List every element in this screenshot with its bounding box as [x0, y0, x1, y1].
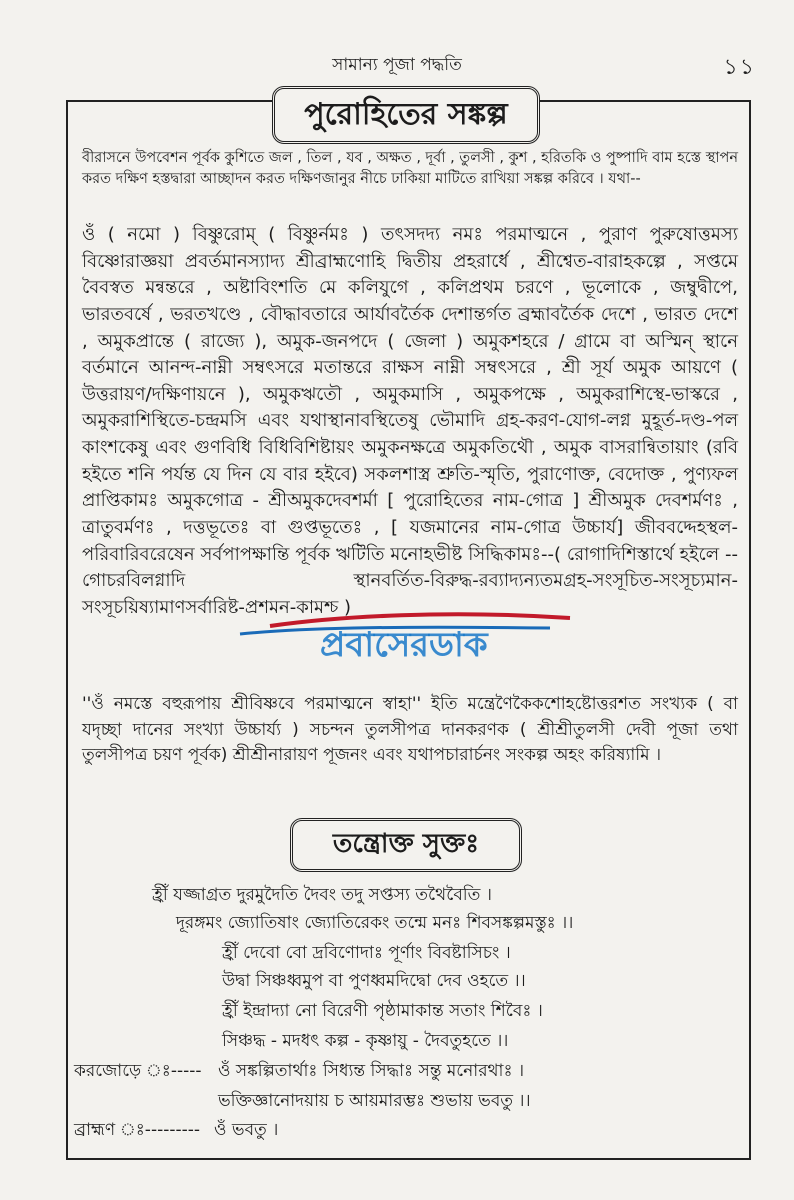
hymn-line: ওঁ ভবতু । [214, 1120, 279, 1140]
hymn-line: সিঞ্চদ্ধ - মদধৎ কল্প - কৃষ্ণায়ু - দৈবতুহতে ।। [222, 1031, 509, 1051]
hymn-line: হ্রীঁ দেবো বো দ্রবিণোদাঃ পূর্ণাং বিবষ্টাসিচং । [222, 943, 511, 963]
page-number: ১১ [723, 55, 756, 80]
label-karajode: করজোড়ে ঃ----- [74, 1061, 202, 1081]
section-title-2: তন্ত্রোক্ত সুক্তঃ [332, 829, 480, 859]
section-title: পুরোহিতের সঙ্কল্প [304, 96, 508, 132]
section-title-box-2 [290, 818, 522, 872]
watermark-logo [120, 598, 580, 678]
hymn-line: হ্রীঁ ইন্দ্রাদ্যা নো বিরেণী পৃষ্ঠামাকান্ত সতাং শিবৈঃ । [222, 1001, 543, 1021]
sankalpa-mantra: ওঁ ( নমো ) বিষ্ণুরোম্ ( বিষ্ণুর্নমঃ ) তৎসদদ্য নমঃ পরমাত্মনে , পুরাণ পুরুষোত্তমস্য বিষ্ণোরাজ্ঞয়া প্রবর্তমানস্যাদ্য শ্রীব্রাহ্মণোহি দ্বিতীয় প্রহরার্ধে , শ্রীশ্বেত-বারাহকল্পে , সপ্তমে বৈবস্বত মন্বন্তরে , অষ্টাবিংশতি মে কলিযুগে , কলিপ্রথম চরণে , ভূলোকে , জম্বুদ্বীপে, ভারতবর্ষে , ভরতখণ্ডে , বৌদ্ধাবতারে আর্যাবর্তৈক দেশান্তর্গত ব্রহ্মাবর্তৈক দেশে , ভারত দেশে , অমুকপ্রান্তে ( রাজ্যে ), অমুক-জনপদে ( জেলা ) অমুকশহরে / গ্রামে বা অস্মিন্ স্থানে বর্তমানে আনন্দ-নাম্নী সম্বৎসরে মতান্তরে রাক্ষস নাম্নী সম্বৎসরে , শ্রী সূর্য অমুক আয়ণে ( উত্তরায়ণ/দক্ষিণায়নে ), অমুকঋতৌ , অমুকমাসি , অমুকপক্ষে , অমুকরাশিস্থে-ভাস্করে , অমুকরাশিস্থিতে-চন্দ্রমসি এবং যথাস্থানাবস্থিতেষু ভৌমাদি গ্রহ-করণ-যোগ-লগ্ন মুহূর্ত-দণ্ড-পল কাংশকেষু এবং গুণবিধি বিধিবিশিষ্টায়ং অমুকনক্ষত্রে অমুকতিথৌ , অমুক বাসরান্বিতায়াং (রবি হইতে শনি পর্যন্ত যে দিন যে বার হইবে) সকলশাস্ত্র শ্রুতি-স্মৃতি, পুরাণোক্ত, বেদোক্ত , পুণ্যফল প্রাপ্তিকামঃ অমুকগোত্র - শ্রীঅমুকদেবশর্মা [ পুরোহিতের নাম-গোত্র ] শ্রীঅমুক দেবশর্মণঃ , ত্রাতুবর্মণঃ , দত্তভূতেঃ বা গুপ্তভূতেঃ , [ যজমানের নাম-গোত্র উচ্চার্য] জীববদ্দেহস্থল-পরিবারিবরেষেন সর্বপাপক্ষান্তি পূর্বক ঋটিতি মনোহভীষ্ট সিদ্ধিকামঃ--( রোগাদিশিস্তার্থে হইলে --গোচরবিলগ্নাদি স্থানবর্তিত-বিরুদ্ধ-রব্যাদ্যন্যতমগ্রহ-সংসূচিত-সংসূচ্যমান-সংসূচয়িষ্যামাণসর্বারিষ্ট-প্রশমন-কামশ্চ ) [82, 224, 738, 618]
hymn-line: ভক্তিজ্ঞানোদয়ায় চ আয়মারম্ভঃ শুভায় ভবতু ।। [218, 1091, 531, 1111]
hymn-line: ওঁ সঙ্কল্পিতার্থাঃ সিধ্যন্ত সিদ্ধাঃ সন্তু মনোরথাঃ । [218, 1061, 525, 1081]
sankalpa-closing: ''ওঁ নমস্তে বহুরূপায় শ্রীবিষ্ণবে পরমাত্মনে স্বাহা'' ইতি মন্ত্রেণৈকৈকশোহষ্টোত্তরশত সংখ্যক ( বা যদৃচ্ছা দানের সংখ্যা উচ্চার্য্য ) সচন্দন তুলসীপত্র দানকরণক ( শ্রীশ্রীতুলসী দেবী পূজা তথা তুলসীপত্র চয়ণ পূর্বক) শ্রীশ্রীনারায়ণ পূজনং এবং যথাপচারার্চনং সংকল্প অহং করিষ্যামি । [82, 694, 738, 765]
hymn-line: উদ্বা সিঞ্চধ্বমুপ বা পুণধ্বমদিদ্বো দেব ওহতে ।। [222, 971, 526, 991]
page-header [0, 52, 794, 82]
hymn-line: দূরঙ্গমং জ্যোতিষাং জ্যোতিরেকং তন্মে মনঃ শিবসঙ্কল্পমস্তুঃ ।। [176, 913, 574, 933]
label-brahman: ব্রাহ্মণ ঃ--------- [74, 1120, 201, 1140]
running-header: সামান্য পূজা পদ্ধতি [332, 55, 462, 75]
svg-text:প্রবাসেরডাক: প্রবাসেরডাক [320, 625, 488, 665]
instruction-paragraph: বীরাসনে উপবেশন পূর্বক কুশিতে জল , তিল , যব , অক্ষত , দূর্বা , তুলসী , কুশ , হরিতকি ও পুষ্পাদি বাম হস্তে স্থাপন করত দক্ষিণ হস্তদ্বারা আচ্ছাদন করত দক্ষিণজানুর নীচে ঢাকিয়া মাটিতে রাখিয়া সঙ্কল্প করিবে । যথা-- [82, 150, 738, 188]
section-title-box [272, 86, 540, 144]
hymn-line: হ্রীঁ যজ্জাগ্রত দুরমুদৈতি দৈবং তদু সপ্তস্য তথৈবৈতি । [152, 885, 492, 905]
